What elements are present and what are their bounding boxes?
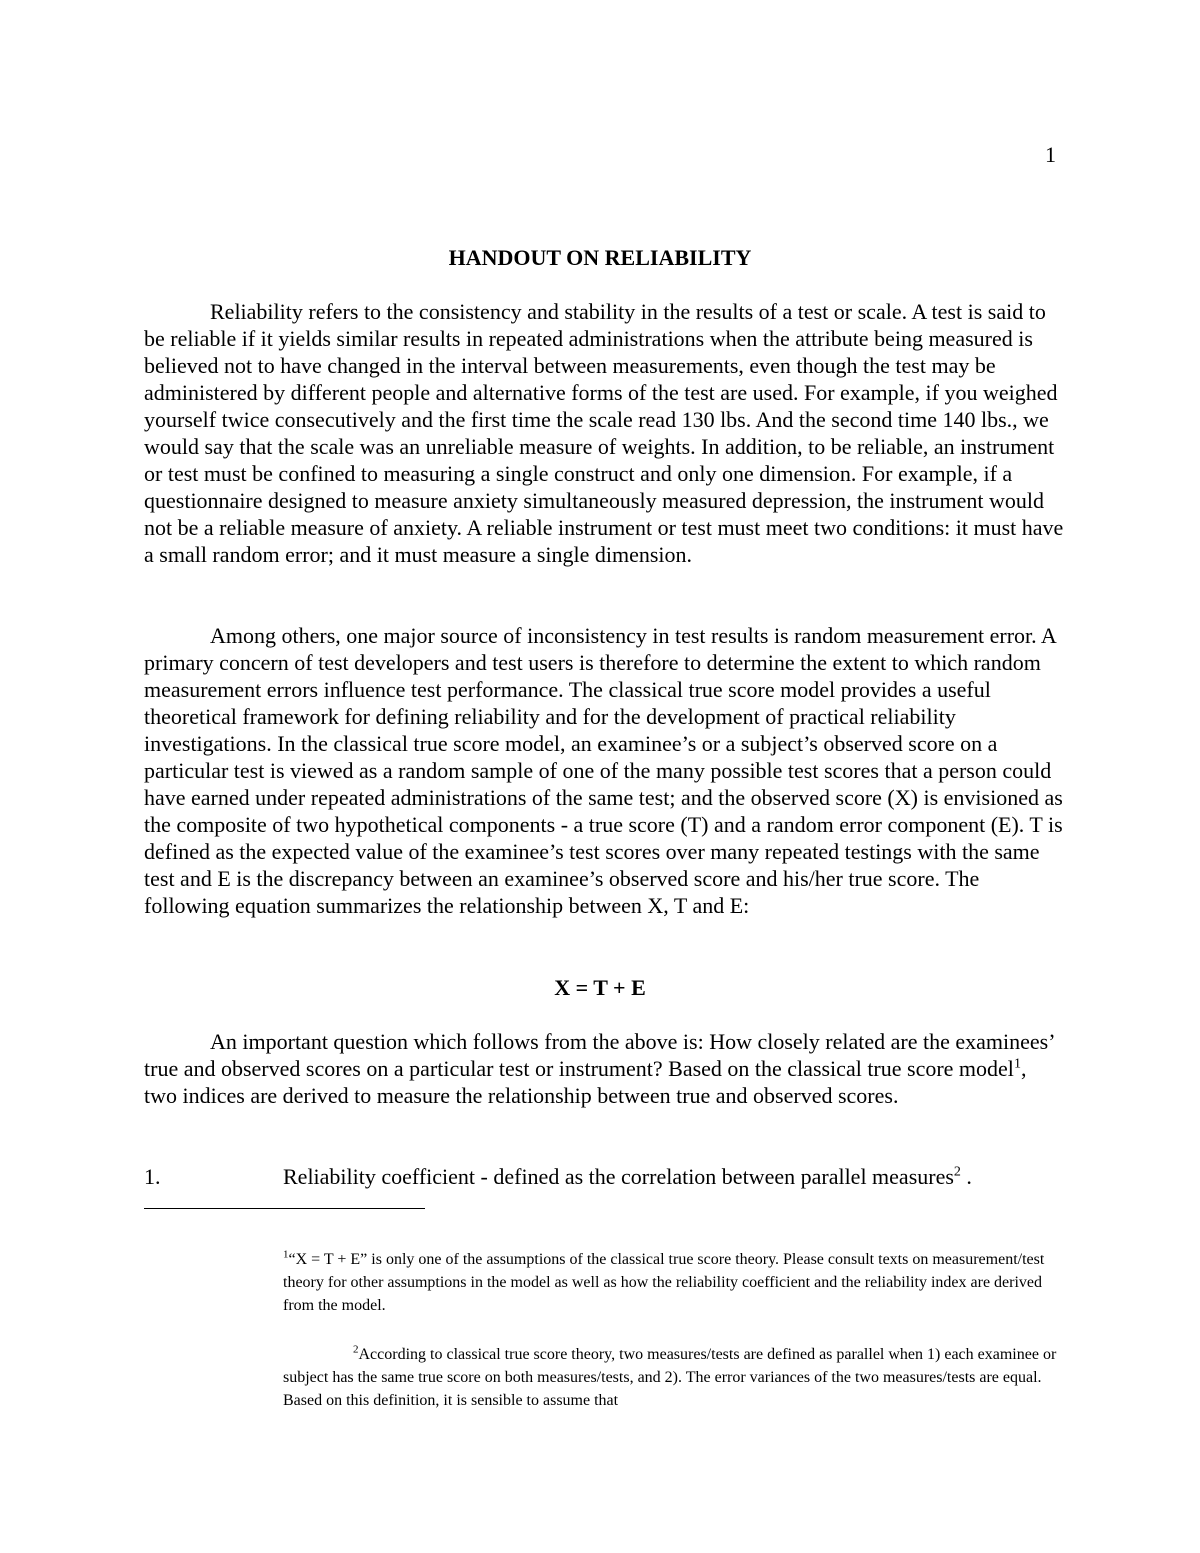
paragraph-indices [144,1028,1064,1109]
footnote-1 [283,1248,1063,1317]
list-item-text [283,1163,972,1190]
paragraph-text: Reliability refers to the consistency and stability in the results of a test or scale. A test is said to be reliable if it yields similar results in repeated administrations when the attribute being measured is believed not to have changed in the interval between measurements, even though the test may be administered by different people and alternative forms of the test are used. For example, if you weighed yourself twice consecutively and the first time the scale read 130 lbs. And the second time 140 lbs., we would say that the scale was an unreliable measure of weights. In addition, to be reliable, an instrument or test must be confined to measuring a single construct and only one dimension. For example, if a questionnaire designed to measure anxiety simultaneously measured depression, the instrument would not be a reliable measure of anxiety. A reliable instrument or test must meet two conditions: it must have a small random error; and it must measure a single dimension. [144,299,1064,567]
paragraph-text [144,1028,1064,1109]
footnote-mark-2: 2 [353,1343,359,1356]
footnote-2-body: According to classical true score theory, two measures/tests are defined as parallel when 1) each examinee or subject has the same true score on both measures/tests, and 2). The error variances of the two measures/tests are equal. Based on this definition, it is sensible to assume that [283,1346,1057,1409]
paragraph-reliability-definition [144,298,1064,568]
list-item-number: 1. [144,1164,161,1189]
list-item-end: . [960,1164,972,1189]
page-title: HANDOUT ON RELIABILITY [448,245,752,270]
footnote-text [283,1343,1063,1412]
footnote-1-body: “X = T + E” is only one of the assumptions of the classical true score theory. Please consult texts on measurement/test theory for other assumptions in the model as well as how the reliability coefficient and the reliability index are derived from the model. [283,1251,1045,1314]
footnote-divider [144,1208,425,1209]
paragraph-true-score-model [144,622,1064,919]
list-item-label: Reliability coefficient - defined as the correlation between parallel measures [283,1164,954,1189]
paragraph-text-before-footnote: An important question which follows from the above is: How closely related are the examinees’ true and observed scores on a particular test or instrument? Based on the classical true score model [144,1029,1054,1081]
footnote-ref-2[interactable]: 2 [953,1164,961,1180]
page-number: 1 [1045,142,1056,167]
footnote-mark-1: 1 [283,1248,289,1261]
footnote-2 [283,1343,1063,1412]
equation: X = T + E [554,975,646,1000]
footnote-ref-1[interactable]: 1 [1013,1056,1021,1072]
paragraph-text: Among others, one major source of inconsistency in test results is random measurement error. A primary concern of test developers and test users is therefore to determine the extent to which random measurement errors influence test performance. The classical true score model provides a useful theoretical framework for defining reliability and for the development of practical reliability investigations. In the classical true score model, an examinee’s or a subject’s observed score on a particular test is viewed as a random sample of one of the many possible test scores that a person could have earned under repeated administrations of the same test; and the observed score (X) is envisioned as the composite of two hypothetical components - a true score (T) and a random error component (E). T is defined as the expected value of the examinee’s test scores over many repeated testings with the same test and E is the discrepancy between an examinee’s observed score and his/her true score. The following equation summarizes the relationship between X, T and E: [144,623,1063,918]
paragraph-text-after-footnote: , two indices are derived to measure the relationship between true and observed scores. [144,1056,1027,1108]
footnote-text [283,1248,1063,1317]
